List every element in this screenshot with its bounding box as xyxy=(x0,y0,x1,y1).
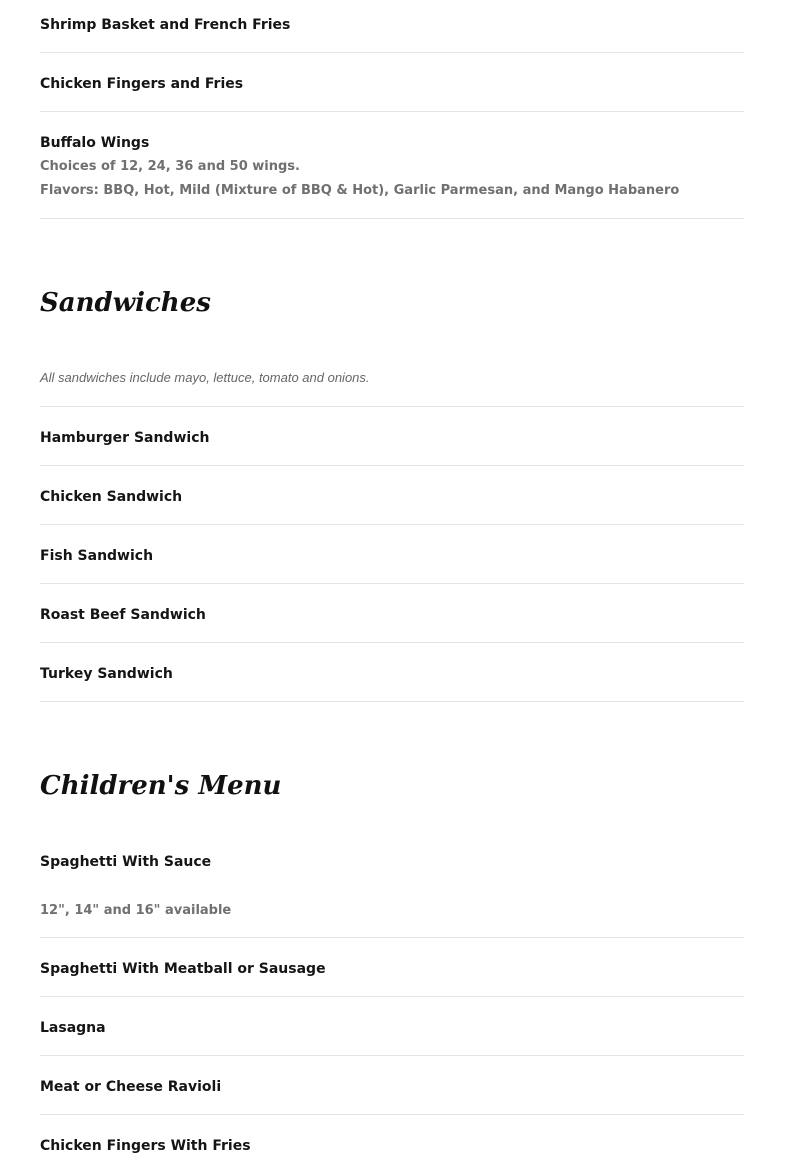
menu-item xyxy=(40,525,744,584)
menu-item xyxy=(40,112,744,219)
menu-item-title: Hamburger Sandwich xyxy=(40,430,210,446)
menu-item xyxy=(40,938,744,997)
menu-item xyxy=(40,1115,744,1168)
menu-item xyxy=(40,838,744,938)
menu-item-title: Chicken Fingers With Fries xyxy=(40,1138,251,1154)
menu-item-title: Chicken Fingers and Fries xyxy=(40,76,244,92)
menu-item-description: Flavors: BBQ, Hot, Mild (Mixture of BBQ & Hot), Garlic Parmesan, and Mango Habanero xyxy=(40,183,680,198)
menu-item-title: Spaghetti With Meatball or Sausage xyxy=(40,961,326,977)
menu-item-description: 12", 14" and 16" available xyxy=(40,903,232,918)
menu-item xyxy=(40,466,744,525)
menu-item-title: Chicken Sandwich xyxy=(40,489,183,505)
menu-item-title: Shrimp Basket and French Fries xyxy=(40,17,291,33)
menu-item xyxy=(40,1056,744,1115)
section-note: All sandwiches include mayo, lettuce, tomato and onions. xyxy=(40,370,370,385)
menu-item xyxy=(40,0,744,53)
section-title-sandwiches: Sandwiches xyxy=(40,288,211,318)
menu-item-title: Turkey Sandwich xyxy=(40,666,173,682)
menu-item xyxy=(40,407,744,466)
menu-item xyxy=(40,584,744,643)
menu-item xyxy=(40,997,744,1056)
section-title-childrens-menu: Children's Menu xyxy=(40,771,282,801)
menu-item-title: Spaghetti With Sauce xyxy=(40,854,212,870)
menu-item-title: Meat or Cheese Ravioli xyxy=(40,1079,222,1095)
menu-item-description: Choices of 12, 24, 36 and 50 wings. xyxy=(40,159,300,174)
menu-item xyxy=(40,643,744,702)
menu-item-title: Lasagna xyxy=(40,1020,106,1036)
menu-item-title: Fish Sandwich xyxy=(40,548,154,564)
menu-item-title: Buffalo Wings xyxy=(40,135,150,151)
section-note-row xyxy=(40,360,744,407)
menu-item xyxy=(40,53,744,112)
menu-item-title: Roast Beef Sandwich xyxy=(40,607,206,623)
